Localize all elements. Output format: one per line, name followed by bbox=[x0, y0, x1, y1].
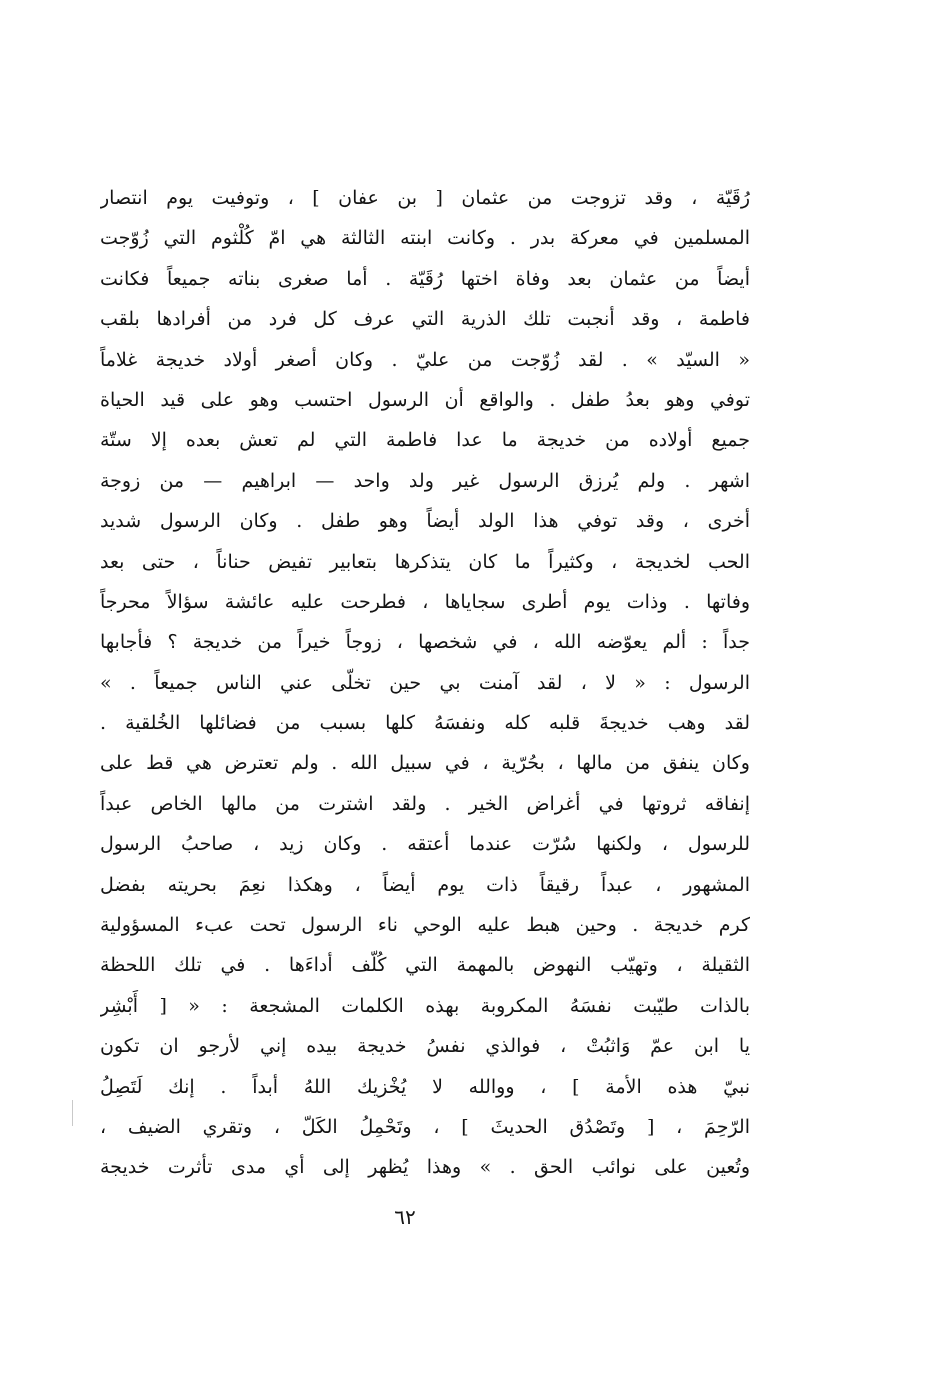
text-line: بالذات طيّبت نفسَهُ المكروبة بهذه الكلمات المشجعة : « [ أَبْشِر bbox=[100, 994, 750, 1017]
text-line: الحب لخديجة ، وكثيراً ما كان يتذكرها بتعابير تفيض حناناً ، حتى بعد bbox=[100, 550, 750, 573]
text-line: وفاتها . وذات يوم أطرى سجاياها ، فطرحت عليه عائشة سؤالاً محرجاً bbox=[100, 590, 750, 613]
text-line: وتُعين على نوائب الحق . » وهذا يُظهر إلى أي مدى تأثرت خديجة bbox=[100, 1156, 750, 1179]
text-line: اشهر . ولم يُرزق الرسول غير ولد واحد — ابراهيم — من زوجة bbox=[100, 469, 750, 492]
text-line: المشهور ، عبداً رقيقاً ذات يوم أيضاً ، وهكذا نعِمَ بحريته بفضل bbox=[100, 873, 750, 896]
text-line: أخرى ، وقد توفي هذا الولد أيضاً وهو طفل . وكان الرسول شديد bbox=[100, 510, 750, 533]
text-line: توفي وهو بعدُ طفل . والواقع أن الرسول احتسب وهو على قيد الحياة bbox=[100, 388, 750, 411]
text-line: نبيّ هذه الأمة ] ، ووالله لا يُخْزيك اللهُ أبداً . إنك لَتَصِلُ bbox=[100, 1075, 750, 1098]
text-line: فاطمة ، وقد أنجبت تلك الذرية التي عرف كل فرد من أفرادها بلقب bbox=[100, 308, 750, 331]
text-line: يا ابن عمّ وَاثبُتْ ، فوالذي نفسُ خديجة بيده إني لأرجو ان تكون bbox=[100, 1035, 750, 1058]
text-line: « السيّد » . لقد زُوّجت من عليّ . وكان أصغر أولاد خديجة غلاماً bbox=[100, 348, 750, 371]
text-line: الرسول : « لا ، لقد آمنت بي حين تخلّى عني الناس جميعاً . » bbox=[100, 671, 750, 694]
text-line: كرم خديجة . وحين هبط عليه الوحي ناء الرسول تحت عبء المسؤولية bbox=[100, 914, 750, 937]
text-line: الثقيلة ، وتهيّب النهوض بالمهمة التي كُلّف أداءَها . في تلك اللحظة bbox=[100, 954, 750, 977]
text-line: الرّحِمَ ، [ وتَصْدُق الحديثَ ] ، وتَحْمِلُ الكَلّ ، وتقري الضيف ، bbox=[100, 1115, 750, 1138]
text-line: رُقَيّة ، وقد تزوجت من عثمان [ بن عفان ] ، وتوفيت يوم انتصار bbox=[100, 187, 750, 209]
text-line: المسلمين في معركة بدر . وكانت ابنته الثالثة هي امّ كُلْثوم التي زُوّجت bbox=[100, 227, 750, 250]
text-line: أيضاً من عثمان بعد وفاة اختها رُقَيّة . أما صغرى بناته جميعاً فكانت bbox=[100, 267, 750, 290]
text-line: لقد وهب خديجةَ قلبه كله ونفسَهُ كلها بسبب من فضائلها الخُلقية . bbox=[100, 712, 750, 735]
text-line: جداً : ألم يعوّضه الله ، في شخصها ، زوجاً خيراً من خديجة ؟ فأجابها bbox=[100, 631, 750, 654]
text-line: وكان ينفق من مالها ، بحُرّية ، في سبيل الله . ولم تعترض هي قط على bbox=[100, 752, 750, 775]
text-line: جميع أولاده من خديجة ما عدا فاطمة التي لم تعش بعده إلا ستّة bbox=[100, 429, 750, 452]
page-number: ٦٢ bbox=[394, 1205, 416, 1229]
scan-margin-mark bbox=[72, 1100, 73, 1126]
body-text bbox=[100, 178, 750, 1188]
text-line: للرسول ، ولكنها سُرّت عندما أعتقه . وكان زيد ، صاحبُ الرسول bbox=[100, 833, 750, 856]
text-line: إنفاقه ثروتها في أغراض الخير . ولقد اشترت من مالها الخاص عبداً bbox=[100, 792, 750, 815]
